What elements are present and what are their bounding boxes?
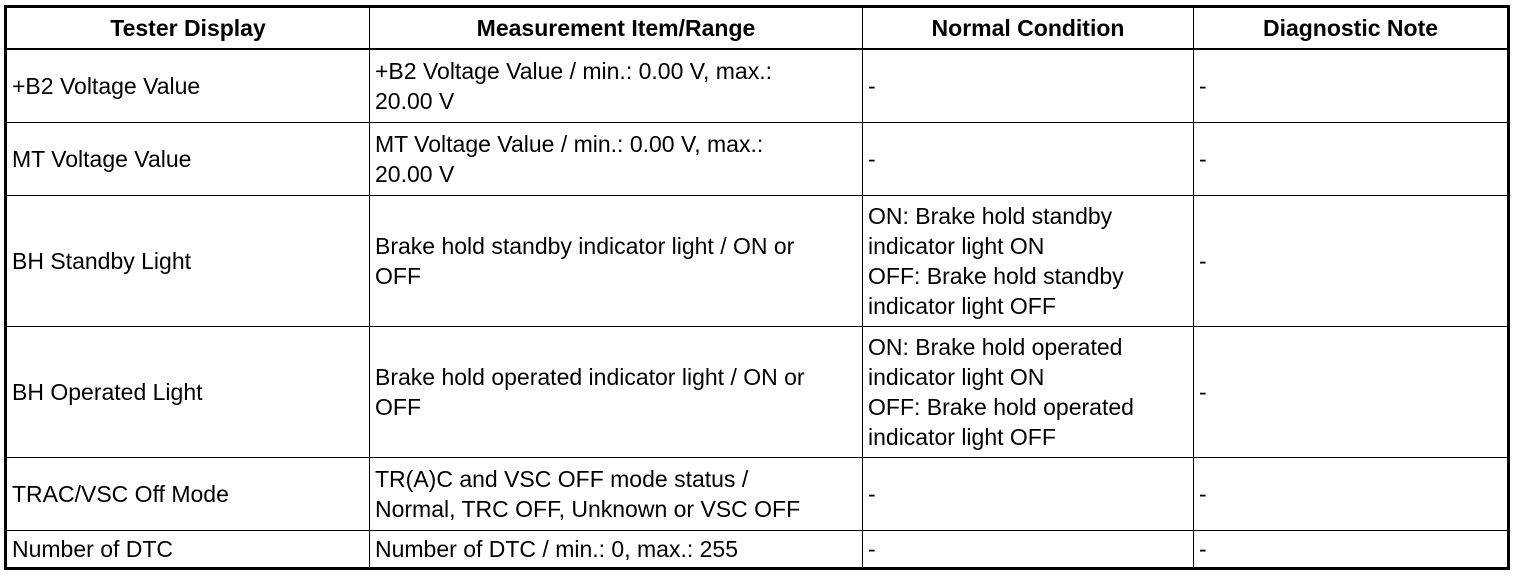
cell-tester-display: BH Standby Light [6, 196, 370, 327]
cell-measurement [370, 327, 863, 458]
normal-line: - [868, 146, 876, 172]
cell-diagnostic-note: - [1194, 531, 1509, 569]
cell-measurement [370, 531, 863, 569]
measurement-line: Number of DTC / min.: 0, max.: 255 [375, 536, 739, 562]
header-diagnostic-note: Diagnostic Note [1194, 7, 1509, 50]
cell-tester-display: Number of DTC [6, 531, 370, 569]
measurement-line: 20.00 V [375, 88, 455, 114]
cell-tester-display: MT Voltage Value [6, 123, 370, 196]
cell-measurement [370, 196, 863, 327]
table-row [6, 458, 1509, 531]
table-row [6, 196, 1509, 327]
measurement-line: MT Voltage Value / min.: 0.00 V, max.: [375, 131, 764, 157]
cell-diagnostic-note: - [1194, 49, 1509, 123]
measurement-line: +B2 Voltage Value / min.: 0.00 V, max.: [375, 58, 772, 84]
data-list-table-container [4, 5, 1510, 570]
cell-diagnostic-note: - [1194, 196, 1509, 327]
normal-line: ON: Brake hold operated [868, 334, 1123, 360]
normal-line: ON: Brake hold standby [868, 203, 1113, 229]
normal-line: indicator light OFF [868, 293, 1056, 319]
normal-line: OFF: Brake hold standby [868, 263, 1124, 289]
cell-normal-condition [863, 531, 1194, 569]
normal-line: - [868, 481, 876, 507]
cell-measurement [370, 49, 863, 123]
normal-line: - [868, 536, 876, 562]
table-row [6, 49, 1509, 123]
normal-line: indicator light ON [868, 233, 1045, 259]
cell-diagnostic-note: - [1194, 327, 1509, 458]
measurement-line: Brake hold standby indicator light / ON or [375, 233, 795, 259]
table-row [6, 531, 1509, 569]
cell-tester-display: TRAC/VSC Off Mode [6, 458, 370, 531]
normal-line: OFF: Brake hold operated [868, 394, 1134, 420]
normal-line: indicator light OFF [868, 424, 1056, 450]
cell-diagnostic-note: - [1194, 123, 1509, 196]
cell-normal-condition [863, 458, 1194, 531]
cell-tester-display: BH Operated Light [6, 327, 370, 458]
measurement-line: Brake hold operated indicator light / ON or [375, 364, 805, 390]
measurement-line: Normal, TRC OFF, Unknown or VSC OFF [375, 496, 801, 522]
table-row [6, 327, 1509, 458]
data-list-table [4, 5, 1510, 570]
normal-line: indicator light ON [868, 364, 1045, 390]
cell-normal-condition [863, 196, 1194, 327]
header-normal-condition: Normal Condition [863, 7, 1194, 50]
cell-measurement [370, 123, 863, 196]
measurement-line: 20.00 V [375, 161, 455, 187]
measurement-line: OFF [375, 263, 421, 289]
header-measurement-item-range: Measurement Item/Range [370, 7, 863, 50]
cell-diagnostic-note: - [1194, 458, 1509, 531]
cell-measurement [370, 458, 863, 531]
measurement-line: TR(A)C and VSC OFF mode status / [375, 466, 749, 492]
normal-line: - [868, 73, 876, 99]
cell-normal-condition [863, 327, 1194, 458]
header-tester-display: Tester Display [6, 7, 370, 50]
table-row [6, 123, 1509, 196]
cell-tester-display: +B2 Voltage Value [6, 49, 370, 123]
measurement-line: OFF [375, 394, 421, 420]
cell-normal-condition [863, 49, 1194, 123]
cell-normal-condition [863, 123, 1194, 196]
table-header-row [6, 7, 1509, 50]
